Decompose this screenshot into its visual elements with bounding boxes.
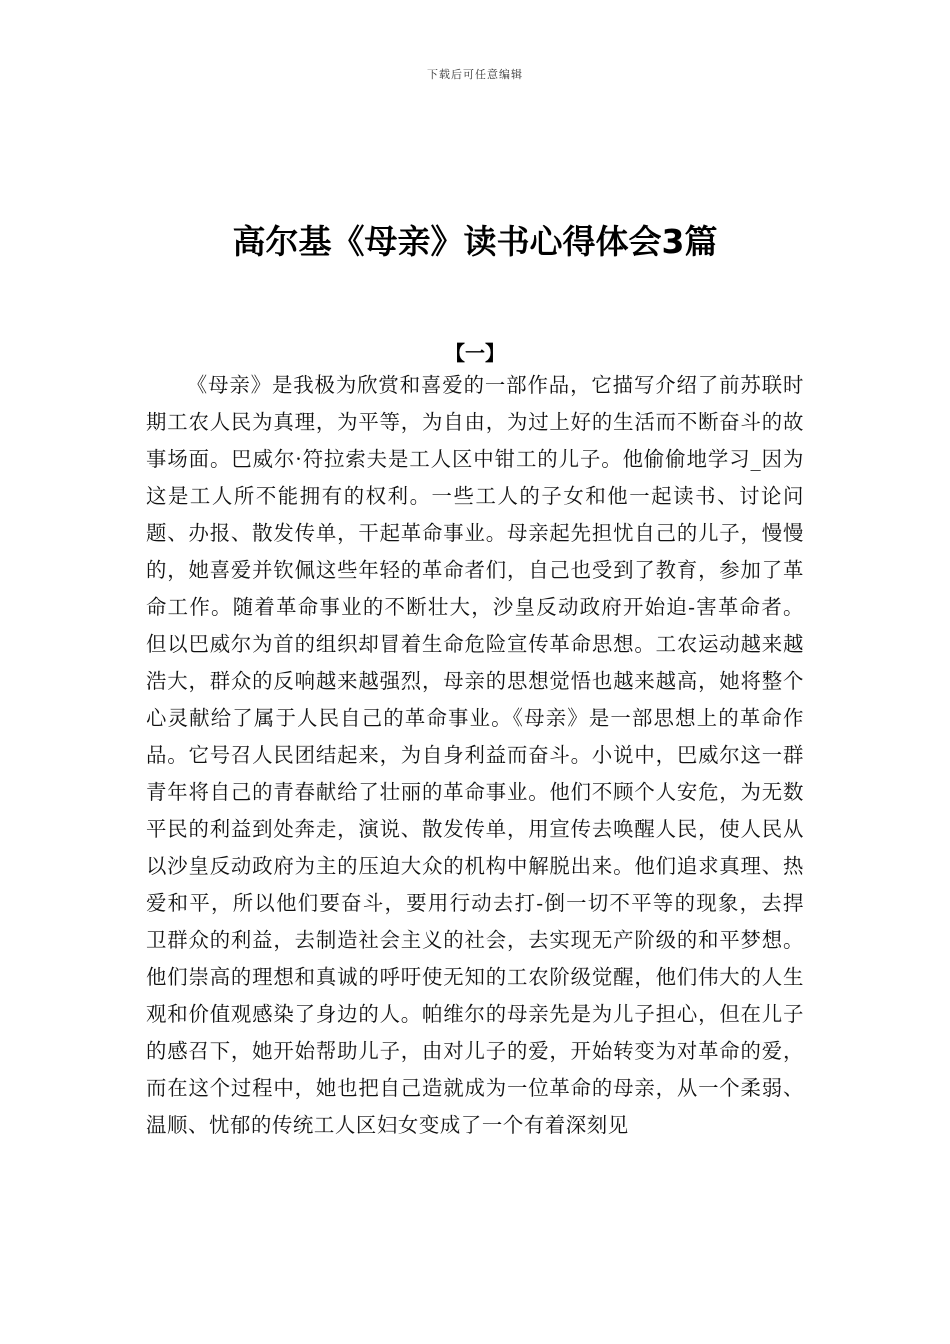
section-heading: 【一】 bbox=[445, 341, 505, 365]
body-paragraph: 《母亲》是我极为欣赏和喜爱的一部作品，它描写介绍了前苏联时期工农人民为真理，为平等，为自由，为过上好的生活而不断奋斗的故事场面。巴威尔·符拉索夫是工人区中钳工的儿子。他偷偷地学习_因为这是工人所不能拥有的权利。一些工人的子女和他一起读书、讨论问题、办报、散发传单，干起革命事业。母亲起先担忧自己的儿子，慢慢的，她喜爱并钦佩这些年轻的革命者们，自己也受到了教育，参加了革命工作。随着革命事业的不断壮大，沙皇反动政府开始迫-害革命者。但以巴威尔为首的组织却冒着生命危险宣传革命思想。工农运动越来越浩大，群众的反响越来越强烈，母亲的思想觉悟也越来越高，她将整个心灵献给了属于人民自己的革命事业。《母亲》是一部思想上的革命作品。它号召人民团结起来，为自身利益而奋斗。小说中，巴威尔这一群青年将自己的青春献给了壮丽的革命事业。他们不顾个人安危，为无数平民的利益到处奔走，演说、散发传单，用宣传去唤醒人民，使人民从以沙皇反动政府为主的压迫大众的机构中解脱出来。他们追求真理、热爱和平，所以他们要奋斗，要用行动去打-倒一切不平等的现象，去捍卫群众的利益，去制造社会主义的社会，去实现无产阶级的和平梦想。他们崇高的理想和真诚的呼吁使无知的工农阶级觉醒，他们伟大的人生观和价值观感染了身边的人。帕维尔的母亲先是为儿子担心，但在儿子的感召下，她开始帮助儿子，由对儿子的爱，开始转变为对革命的爱，而在这个过程中，她也把自己造就成为一位革命的母亲，从一个柔弱、温顺、忧郁的传统工人区妇女变成了一个有着深刻见 bbox=[146, 373, 804, 1137]
document-title: 高尔基《母亲》读书心得体会3篇 bbox=[232, 222, 718, 261]
page-header-note: 下载后可任意编辑 bbox=[427, 68, 523, 81]
